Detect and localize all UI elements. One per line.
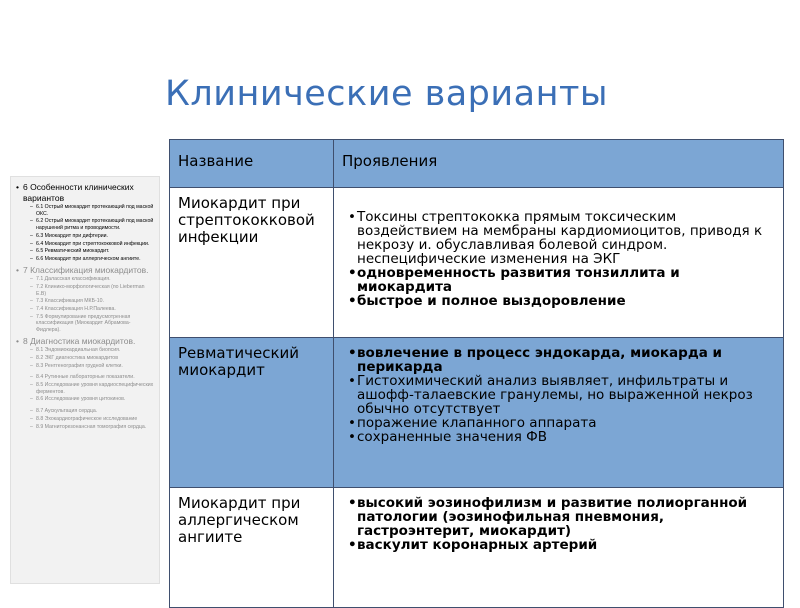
outline-section-6 <box>15 182 155 263</box>
outline-section-7 <box>15 265 155 334</box>
variant-name: Миокардит при аллергическом ангиите <box>170 488 334 608</box>
header-manifestations: Проявления <box>334 140 784 188</box>
outline-section-8 <box>15 336 155 431</box>
manifestation-item: • одновременность развития тонзиллита и миокардита <box>348 266 775 294</box>
outline-item[interactable]: – 7.5 Формулирование предусмотренная классификация (Миокардит Абрамова-Фидлера). <box>15 314 155 334</box>
outline-item[interactable]: – 8.6 Исследование уровня цитокинов. <box>15 396 155 403</box>
outline-item[interactable]: – 8.8 Эхокардиографическое исследование <box>15 416 155 423</box>
outline-item[interactable]: – 7.3 Классификация МКБ-10. <box>15 298 155 305</box>
variant-name: Ревматический миокардит <box>170 338 334 488</box>
manifestation-item: • высокий эозинофилизм и развитие полиорганной патологии (эозинофильная пневмония, гастроэнтерит, миокардит) <box>348 496 775 538</box>
manifestation-item: • Токсины стрептококка прямым токсическим воздействием на мембраны кардиомиоцитов, приводя к некрозу и. обуславливая болевой синдром. неспецифические изменения на ЭКГ <box>348 210 775 266</box>
outline-item[interactable]: – 6.2 Острый миокардит протекающий под маской нарушений ритма и проводимости. <box>15 218 155 231</box>
manifestation-item: • вовлечение в процесс эндокарда, миокарда и перикарда <box>348 346 775 374</box>
outline-item[interactable]: – 8.5 Исследование уровня кардиоспецифических ферментов. <box>15 382 155 395</box>
outline-item[interactable]: – 6.4 Миокардит при стрептококковой инфекции. <box>15 241 155 248</box>
outline-item[interactable]: – 8.4 Рутинные лабораторные показатели. <box>15 374 155 381</box>
variant-name: Миокардит при стрептококковой инфекции <box>170 188 334 338</box>
header-name: Название <box>170 140 334 188</box>
outline-item[interactable]: – 7.4 Классификация Н.Р.Палеева. <box>15 306 155 313</box>
manifestations-cell <box>334 338 784 488</box>
outline-item[interactable]: – 6.6 Миокардит при аллергическом ангиите. <box>15 256 155 263</box>
outline-heading[interactable]: • 6 Особенности клинических вариантов <box>15 182 155 203</box>
manifestations-cell <box>334 188 784 338</box>
outline-item[interactable]: – 6.3 Миокардит при дифтерии. <box>15 233 155 240</box>
manifestation-item: • васкулит коронарных артерий <box>348 538 775 552</box>
outline-item[interactable]: – 7.1 Даласская классификация. <box>15 276 155 283</box>
table-row <box>170 488 784 608</box>
clinical-variants-table <box>169 139 784 608</box>
outline-panel <box>10 176 160 584</box>
outline-item[interactable]: – 6.1 Острый миокардит протекающий под маской ОКС. <box>15 204 155 217</box>
outline-heading[interactable]: • 7 Классификация миокардитов. <box>15 265 155 276</box>
outline-item[interactable]: – 8.2 ЭКГ диагностика миокардитов <box>15 355 155 362</box>
outline-item[interactable]: – 6.5 Ревматический миокардит. <box>15 248 155 255</box>
slide-title: Клинические варианты <box>165 74 608 114</box>
manifestations-cell <box>334 488 784 608</box>
outline-item[interactable]: – 8.7 Аускультация сердца. <box>15 408 155 415</box>
outline-item[interactable]: – 8.1 Эндомиокардиальная биопсия. <box>15 347 155 354</box>
outline-item[interactable]: – 7.2 Клинико-морфологическая (по Lieberman E.B) <box>15 284 155 297</box>
outline-item[interactable]: – 8.9 Магниторезонансная томография сердца. <box>15 424 155 431</box>
manifestation-item: • сохраненные значения ФВ <box>348 430 775 444</box>
table-header-row <box>170 140 784 188</box>
table-row <box>170 338 784 488</box>
manifestation-item: • Гистохимический анализ выявляет, инфильтраты и ашофф-талаевские гранулемы, но выраженной некроз обычно отсутствует <box>348 374 775 416</box>
outline-item[interactable]: – 8.3 Рентгенография грудной клетки. <box>15 363 155 370</box>
outline-heading[interactable]: • 8 Диагностика миокардитов. <box>15 336 155 347</box>
manifestation-item: • поражение клапанного аппарата <box>348 416 775 430</box>
manifestation-item: • быстрое и полное выздоровление <box>348 294 775 308</box>
table-row <box>170 188 784 338</box>
